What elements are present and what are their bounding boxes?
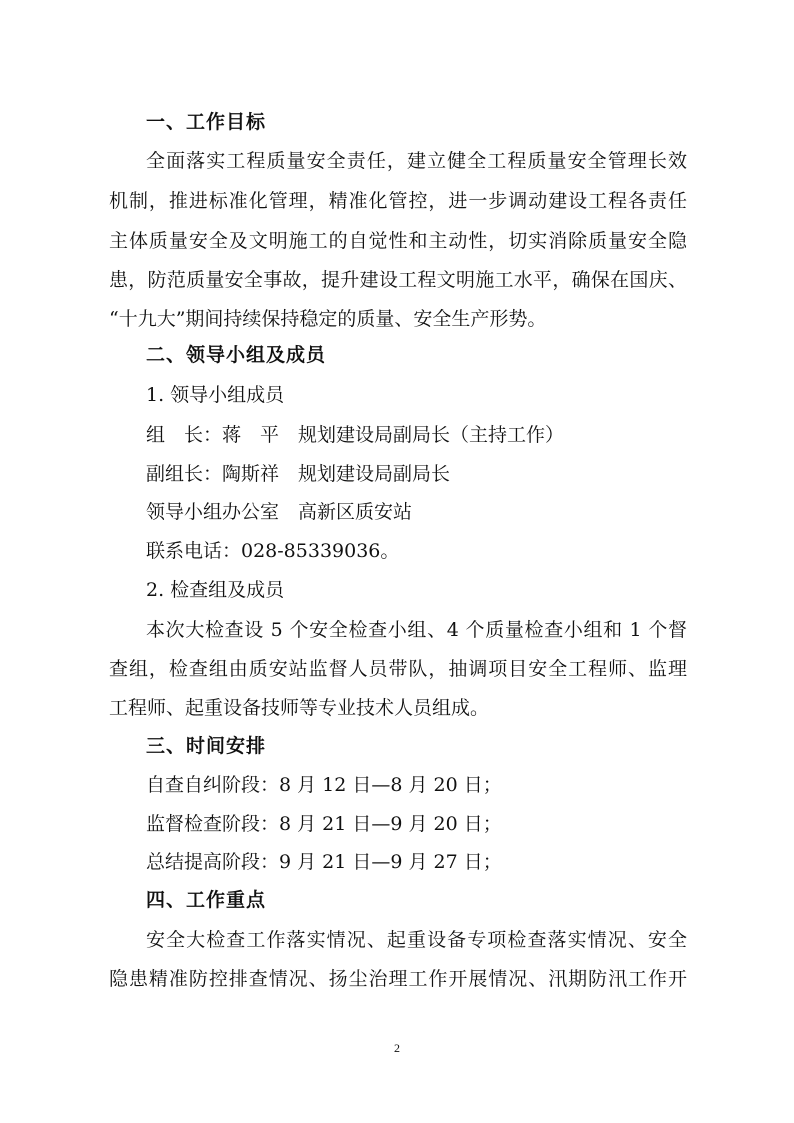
contact-phone-line: 联系电话：028-85339036。 bbox=[146, 540, 400, 562]
subheading-inspection-groups: 2. 检查组及成员 bbox=[146, 579, 285, 601]
paragraph-line: 机制，推进标准化管理，精准化管控，进一步调动建设工程各责任 bbox=[109, 190, 687, 212]
section-heading-key-tasks: 四、工作重点 bbox=[146, 889, 267, 911]
section-heading-leadership-group: 二、领导小组及成员 bbox=[146, 344, 327, 366]
paragraph-line: 安全大检查工作落实情况、起重设备专项检查落实情况、安全 bbox=[146, 929, 687, 951]
paragraph-line: 工程师、起重设备技师等专业技术人员组成。 bbox=[109, 697, 490, 719]
schedule-phase-summary: 总结提高阶段：9 月 21 日—9 月 27 日； bbox=[146, 851, 502, 873]
office-line: 领导小组办公室 高新区质安站 bbox=[146, 501, 413, 523]
page-number: 2 bbox=[394, 1041, 400, 1055]
paragraph-line: “十九大”期间持续保持稳定的质量、安全生产形势。 bbox=[109, 308, 547, 330]
section-heading-schedule: 三、时间安排 bbox=[146, 735, 267, 757]
schedule-phase-supervision: 监督检查阶段：8 月 21 日—9 月 20 日； bbox=[146, 813, 502, 835]
paragraph-line: 隐患精准防控排查情况、扬尘治理工作开展情况、汛期防汛工作开 bbox=[109, 968, 687, 990]
paragraph-line: 主体质量安全及文明施工的自觉性和主动性，切实消除质量安全隐 bbox=[109, 230, 687, 252]
paragraph-line: 患，防范质量安全事故，提升建设工程文明施工水平，确保在国庆、 bbox=[109, 269, 687, 291]
subheading-leadership-members: 1. 领导小组成员 bbox=[146, 384, 285, 406]
schedule-phase-self-check: 自查自纠阶段：8 月 12 日—8 月 20 日； bbox=[146, 774, 502, 796]
leader-line: 组 长：蒋 平 规划建设局副局长（主持工作） bbox=[146, 424, 565, 446]
section-heading-work-goals: 一、工作目标 bbox=[146, 111, 267, 133]
paragraph-line: 全面落实工程质量安全责任，建立健全工程质量安全管理长效 bbox=[146, 150, 687, 172]
deputy-leader-line: 副组长：陶斯祥 规划建设局副局长 bbox=[146, 463, 451, 485]
paragraph-line: 本次大检查设 5 个安全检查小组、4 个质量检查小组和 1 个督 bbox=[146, 619, 687, 641]
paragraph-line: 查组，检查组由质安站监督人员带队，抽调项目安全工程师、监理 bbox=[109, 658, 687, 680]
